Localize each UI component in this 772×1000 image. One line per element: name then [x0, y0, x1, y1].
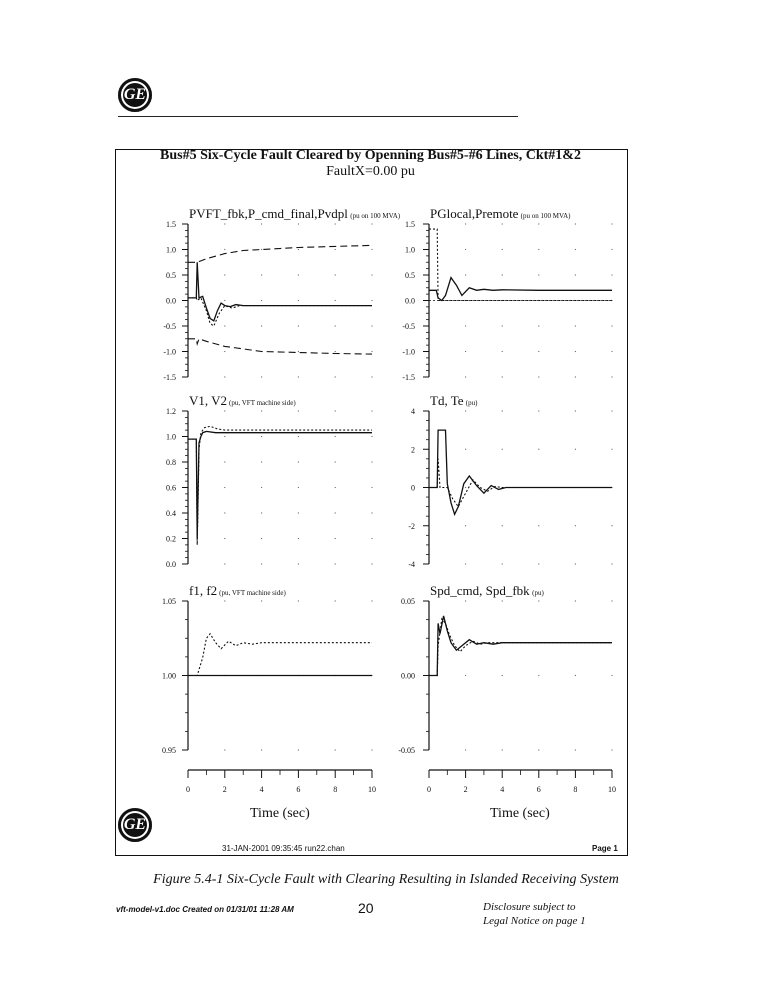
chart-1-series-0-line: [429, 278, 612, 301]
chart-2-grid-dot: [298, 538, 299, 539]
chart-0-grid-dot: [298, 249, 299, 250]
chart-5-series-1-line: [429, 619, 612, 676]
chart-2-grid-dot: [335, 487, 336, 488]
chart-0-title: PVFT_fbk,P_cmd_final,Pvdpl: [189, 206, 348, 221]
chart-3-y-tick-label: 4: [411, 407, 415, 416]
chart-2-series-1-line: [188, 426, 372, 545]
chart-3-grid-dot: [502, 525, 503, 526]
chart-5-grid-dot: [575, 749, 576, 750]
chart-1-grid-dot: [502, 249, 503, 250]
chart-1-grid-dot: [575, 376, 576, 377]
chart-1-grid-dot: [502, 325, 503, 326]
chart-3-grid-dot: [538, 563, 539, 564]
chart-1-y-tick-label: 1.5: [405, 220, 415, 229]
chart-0-grid-dot: [371, 376, 372, 377]
chart-3-grid-dot: [575, 525, 576, 526]
chart-4-units: (pu, VFT machine side): [219, 589, 286, 597]
ge-logo-figure: [118, 808, 152, 842]
chart-0-grid-dot: [371, 300, 372, 301]
chart-1-grid-dot: [575, 274, 576, 275]
chart-5-grid-dot: [575, 675, 576, 676]
chart-0-grid-dot: [224, 300, 225, 301]
chart-3-grid-dot: [538, 449, 539, 450]
chart-5-y-tick-label: 0.05: [401, 597, 415, 606]
chart-2-grid-dot: [371, 538, 372, 539]
chart-2-grid-dot: [371, 512, 372, 513]
chart-3-grid-dot: [502, 449, 503, 450]
chart-2-grid-dot: [224, 563, 225, 564]
chart-0-grid-dot: [335, 376, 336, 377]
x-axis-0-tick-label: 8: [333, 785, 338, 794]
chart-5-units: (pu): [532, 589, 544, 597]
chart-2-grid-dot: [224, 410, 225, 411]
chart-5-grid-dot: [538, 600, 539, 601]
x-axis-label-left: Time (sec): [250, 806, 310, 821]
chart-2-title: V1, V2: [189, 393, 228, 408]
chart-5-y-tick-label: 0.00: [401, 671, 415, 681]
x-axis-1-tick-label: 6: [536, 785, 541, 794]
chart-4-grid-dot: [224, 749, 225, 750]
chart-2-y-tick-label: 1.0: [166, 432, 176, 442]
chart-0-grid-dot: [298, 223, 299, 224]
chart-0-units: (pu on 100 MVA): [350, 212, 401, 220]
chart-1-grid-dot: [575, 223, 576, 224]
chart-4-grid-dot: [371, 749, 372, 750]
chart-0-series-2-line: [188, 245, 372, 262]
x-axis-0-tick-label: 2: [222, 785, 227, 794]
chart-3-units: (pu): [465, 399, 478, 407]
chart-0-grid-dot: [224, 274, 225, 275]
chart-2-grid-dot: [371, 487, 372, 488]
chart-3-grid-dot: [465, 449, 466, 450]
chart-1-grid-dot: [538, 274, 539, 275]
chart-2-grid-dot: [335, 410, 336, 411]
chart-1-y-tick-label: 1.0: [405, 245, 415, 255]
chart-5-grid-dot: [538, 749, 539, 750]
chart-1-grid-dot: [611, 351, 612, 352]
page-number: 20: [358, 900, 374, 916]
chart-3-grid-dot: [575, 410, 576, 411]
chart-0-grid-dot: [371, 351, 372, 352]
chart-5-grid-dot: [465, 675, 466, 676]
x-axis-label-right: Time (sec): [490, 806, 550, 821]
chart-4-y-tick-label: 0.95: [162, 746, 176, 755]
chart-3-grid-dot: [465, 487, 466, 488]
chart-2-grid-dot: [371, 461, 372, 462]
chart-3-grid-dot: [611, 410, 612, 411]
chart-1-y-tick-label: 0.5: [405, 271, 415, 280]
chart-1-grid-dot: [538, 376, 539, 377]
chart-3-series-0-line: [429, 430, 612, 514]
chart-1-grid-dot: [538, 249, 539, 250]
chart-1-grid-dot: [465, 249, 466, 250]
figure-title: Bus#5 Six-Cycle Fault Cleared by Openning Bus#5-#6 Lines, Ckt#1&2: [160, 148, 581, 163]
chart-2-grid-dot: [261, 487, 262, 488]
x-axis-0-tick-label: 10: [368, 785, 376, 794]
chart-2-grid-dot: [298, 410, 299, 411]
chart-1-grid-dot: [611, 223, 612, 224]
chart-0-grid-dot: [224, 376, 225, 377]
chart-1-y-tick-label: -0.5: [402, 322, 415, 331]
chart-2-grid-dot: [298, 436, 299, 437]
chart-3-grid-dot: [502, 410, 503, 411]
chart-1-grid-dot: [465, 376, 466, 377]
chart-1-grid-dot: [611, 376, 612, 377]
chart-3-grid-dot: [575, 449, 576, 450]
chart-2-grid-dot: [298, 487, 299, 488]
chart-2-grid-dot: [261, 538, 262, 539]
chart-2-grid-dot: [261, 563, 262, 564]
chart-5-title: Spd_cmd, Spd_fbk: [430, 583, 530, 598]
chart-1-y-tick-label: 0.0: [405, 296, 415, 306]
chart-3-y-tick-label: 0: [411, 483, 415, 493]
chart-5-grid-dot: [575, 600, 576, 601]
chart-5-grid-dot: [465, 600, 466, 601]
chart-3-grid-dot: [465, 563, 466, 564]
chart-2-grid-dot: [224, 461, 225, 462]
chart-4-grid-dot: [261, 600, 262, 601]
chart-0-grid-dot: [261, 249, 262, 250]
chart-4-grid-dot: [335, 749, 336, 750]
chart-1-title: PGlocal,Premote: [430, 206, 519, 221]
chart-1-grid-dot: [611, 325, 612, 326]
chart-0-grid-dot: [261, 274, 262, 275]
chart-2-y-tick-label: 0.4: [166, 509, 176, 518]
chart-1-grid-dot: [575, 325, 576, 326]
chart-2-grid-dot: [224, 538, 225, 539]
chart-0-grid-dot: [224, 351, 225, 352]
chart-1-grid-dot: [538, 223, 539, 224]
chart-0-grid-dot: [335, 325, 336, 326]
chart-1-grid-dot: [465, 274, 466, 275]
chart-3-y-tick-label: -4: [408, 560, 415, 569]
chart-0-grid-dot: [298, 274, 299, 275]
chart-2-grid-dot: [371, 410, 372, 411]
chart-2-grid-dot: [224, 512, 225, 513]
chart-4-title: f1, f2: [189, 583, 218, 598]
chart-1-grid-dot: [575, 351, 576, 352]
x-axis-0-tick-label: 0: [186, 785, 190, 794]
chart-5-grid-dot: [465, 749, 466, 750]
disclosure-line2: Legal Notice on page 1: [483, 915, 586, 927]
chart-1-grid-dot: [538, 351, 539, 352]
chart-2-grid-dot: [335, 538, 336, 539]
chart-0-grid-dot: [335, 300, 336, 301]
chart-1-grid-dot: [502, 376, 503, 377]
chart-0-grid-dot: [298, 325, 299, 326]
chart-2-y-tick-label: 0.8: [166, 458, 176, 467]
chart-4-grid-dot: [261, 749, 262, 750]
chart-0-grid-dot: [298, 376, 299, 377]
chart-4-series-1-line: [188, 634, 372, 676]
chart-4-grid-dot: [298, 600, 299, 601]
x-axis-0-tick-label: 6: [296, 785, 301, 794]
disclosure: [483, 900, 586, 928]
chart-2-grid-dot: [335, 461, 336, 462]
x-axis-1-tick-label: 4: [500, 785, 505, 794]
chart-0-y-tick-label: -0.5: [163, 322, 176, 331]
chart-1-grid-dot: [502, 274, 503, 275]
disclosure-line1: Disclosure subject to: [483, 901, 576, 913]
chart-0-series-0-line: [188, 262, 372, 321]
chart-5-grid-dot: [611, 749, 612, 750]
chart-0-grid-dot: [335, 274, 336, 275]
chart-1-grid-dot: [611, 274, 612, 275]
chart-3-y-tick-label: -2: [408, 521, 415, 531]
chart-2-y-tick-label: 0.2: [166, 534, 176, 544]
chart-4-grid-dot: [335, 600, 336, 601]
chart-0-grid-dot: [371, 325, 372, 326]
chart-4-grid-dot: [224, 600, 225, 601]
chart-2-grid-dot: [298, 512, 299, 513]
chart-5-grid-dot: [611, 600, 612, 601]
chart-3-grid-dot: [538, 410, 539, 411]
chart-2-units: (pu, VFT machine side): [229, 399, 296, 407]
chart-0-grid-dot: [371, 223, 372, 224]
chart-0-grid-dot: [371, 274, 372, 275]
chart-2-grid-dot: [371, 563, 372, 564]
x-axis-1-tick-label: 8: [573, 785, 578, 794]
chart-2-grid-dot: [224, 487, 225, 488]
chart-2-grid-dot: [261, 410, 262, 411]
chart-3-grid-dot: [502, 563, 503, 564]
chart-0-grid-dot: [335, 249, 336, 250]
chart-1-units: (pu on 100 MVA): [520, 212, 571, 220]
chart-0-grid-dot: [298, 351, 299, 352]
chart-3-title: Td, Te: [430, 393, 464, 408]
chart-1-grid-dot: [465, 325, 466, 326]
chart-2-grid-dot: [261, 461, 262, 462]
chart-4-grid-dot: [371, 600, 372, 601]
chart-2-grid-dot: [224, 436, 225, 437]
ge-logo-figure-text: GE: [123, 816, 147, 833]
chart-2-grid-dot: [261, 512, 262, 513]
chart-4-grid-dot: [298, 749, 299, 750]
chart-0-grid-dot: [335, 351, 336, 352]
chart-0-grid-dot: [261, 376, 262, 377]
figure-caption: Figure 5.4-1 Six-Cycle Fault with Clearing Resulting in Islanded Receiving System: [153, 872, 619, 887]
chart-2-grid-dot: [261, 436, 262, 437]
chart-5-grid-dot: [502, 600, 503, 601]
chart-2-grid-dot: [335, 436, 336, 437]
chart-0-grid-dot: [261, 325, 262, 326]
chart-2-series-0-line: [188, 431, 372, 538]
chart-0-grid-dot: [371, 249, 372, 250]
chart-5-grid-dot: [502, 675, 503, 676]
chart-1-grid-dot: [465, 223, 466, 224]
chart-3-grid-dot: [611, 449, 612, 450]
chart-1-grid-dot: [502, 223, 503, 224]
chart-5-grid-dot: [502, 749, 503, 750]
plot-stamp: 31-JAN-2001 09:35:45 run22.chan: [222, 844, 345, 853]
chart-3-series-1-line: [429, 459, 612, 507]
chart-0-y-tick-label: 0.0: [166, 296, 176, 306]
chart-1-grid-dot: [575, 249, 576, 250]
chart-1-grid-dot: [465, 351, 466, 352]
chart-3-y-tick-label: 2: [411, 445, 415, 455]
chart-3-grid-dot: [465, 410, 466, 411]
chart-1-grid-dot: [538, 325, 539, 326]
chart-1-grid-dot: [502, 351, 503, 352]
chart-3-grid-dot: [575, 563, 576, 564]
chart-0-grid-dot: [224, 249, 225, 250]
chart-0-grid-dot: [335, 223, 336, 224]
chart-0-grid-dot: [261, 300, 262, 301]
chart-2-grid-dot: [335, 512, 336, 513]
x-axis-1-tick-label: 10: [608, 785, 616, 794]
chart-0-series-3-line: [188, 339, 372, 354]
chart-5-series-0-line: [429, 616, 612, 676]
chart-2-grid-dot: [371, 436, 372, 437]
ge-logo-text: GE: [123, 86, 147, 103]
x-axis-1-tick-label: 2: [463, 785, 468, 794]
chart-2-grid-dot: [298, 461, 299, 462]
page-label: Page 1: [592, 844, 618, 853]
chart-2-y-tick-label: 0.6: [166, 483, 176, 493]
chart-3-grid-dot: [538, 525, 539, 526]
chart-2-grid-dot: [335, 563, 336, 564]
figure-subtitle: FaultX=0.00 pu: [326, 164, 415, 179]
chart-4-y-tick-label: 1.00: [162, 671, 176, 681]
chart-1-grid-dot: [611, 249, 612, 250]
footer-filename: vft-model-v1.doc Created on 01/31/01 11:28 AM: [116, 905, 294, 914]
chart-2-y-tick-label: 1.2: [166, 407, 176, 416]
chart-3-grid-dot: [465, 525, 466, 526]
x-axis-0-tick-label: 4: [259, 785, 264, 794]
chart-0-series-1-line: [188, 298, 372, 326]
chart-0-grid-dot: [224, 325, 225, 326]
chart-0-y-tick-label: 0.5: [166, 271, 176, 280]
chart-1-y-tick-label: -1.5: [402, 373, 415, 382]
chart-5-y-tick-label: -0.05: [398, 746, 415, 755]
chart-0-y-tick-label: -1.5: [163, 373, 176, 382]
x-axis-1-tick-label: 0: [427, 785, 431, 794]
chart-3-grid-dot: [611, 563, 612, 564]
chart-0-grid-dot: [224, 223, 225, 224]
chart-0-grid-dot: [298, 300, 299, 301]
chart-3-grid-dot: [611, 525, 612, 526]
chart-5-grid-dot: [538, 675, 539, 676]
chart-0-y-tick-label: -1.0: [163, 347, 176, 357]
chart-0-y-tick-label: 1.5: [166, 220, 176, 229]
chart-1-y-tick-label: -1.0: [402, 347, 415, 357]
chart-4-y-tick-label: 1.05: [162, 597, 176, 606]
chart-2-grid-dot: [298, 563, 299, 564]
chart-0-grid-dot: [261, 223, 262, 224]
chart-2-y-tick-label: 0.0: [166, 560, 176, 569]
chart-0-y-tick-label: 1.0: [166, 245, 176, 255]
chart-5-grid-dot: [611, 675, 612, 676]
